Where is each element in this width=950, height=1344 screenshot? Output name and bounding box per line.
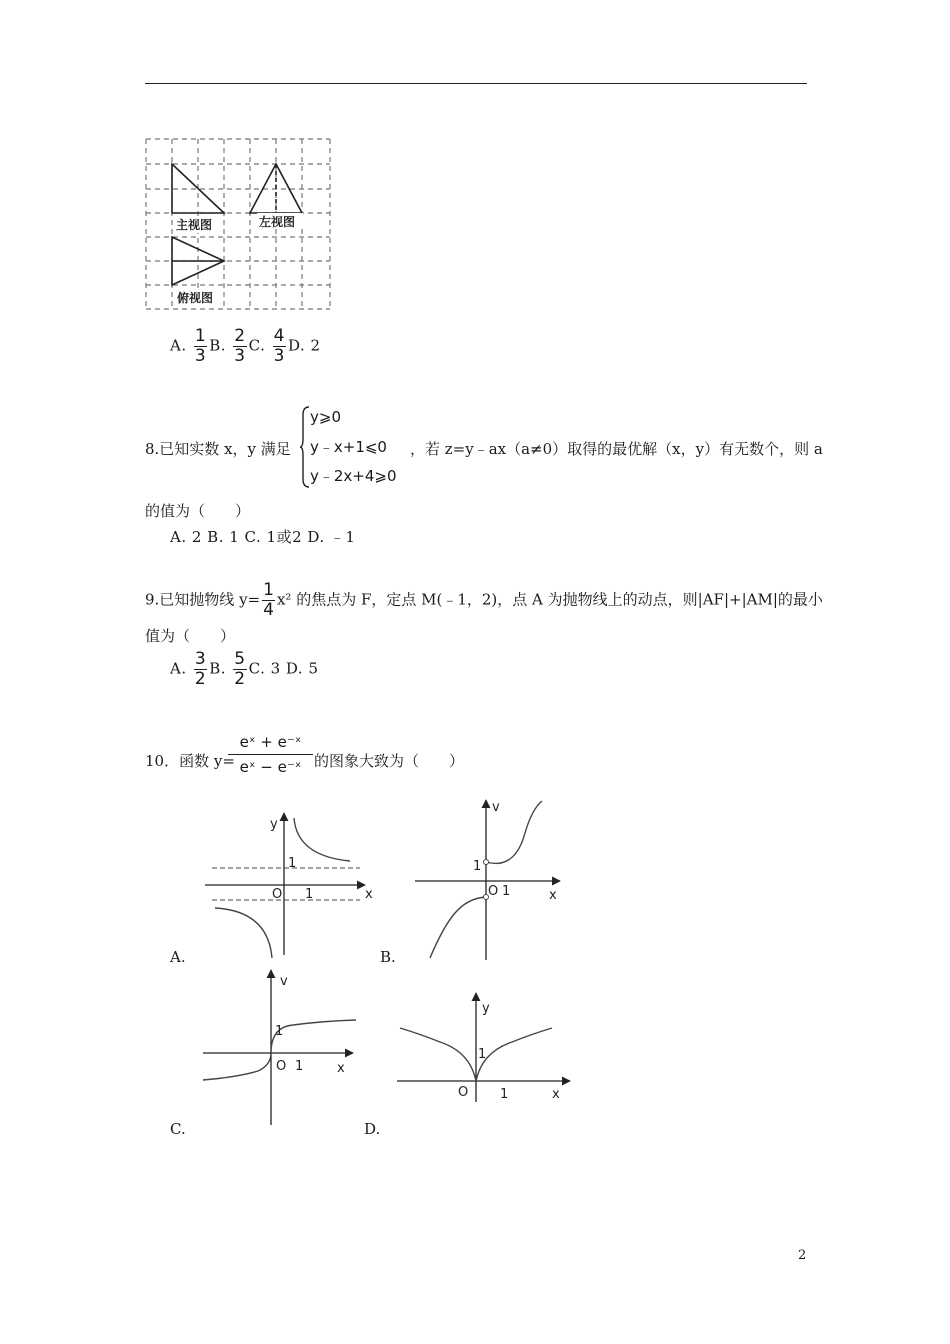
q9-options-rest: C. 3 D. 5 (248, 659, 319, 678)
q7-options (170, 328, 321, 365)
graph-a-y-label: y (270, 817, 278, 832)
graph-b-label: B. (380, 948, 396, 966)
graph-d-y-label: y (482, 1001, 490, 1016)
q10-denominator: eˣ − e⁻ˣ (239, 758, 302, 776)
graph-a-origin: O (272, 887, 283, 902)
q8-constraint-system (300, 405, 420, 489)
graph-a-label: A. (170, 948, 186, 966)
graph-d-right-branch (476, 1028, 552, 1081)
q8-constraint-2: y﹣x+1⩽0 (310, 438, 387, 456)
graph-b-origin: O (488, 884, 499, 899)
graph-c (198, 965, 368, 1130)
q8-options: A. 2 B. 1 C. 1或2 D. ﹣1 (170, 528, 356, 546)
q8-prefix: 8.已知实数 x，y 满足 (145, 440, 291, 458)
graph-a-lower-branch (215, 908, 272, 958)
q7-option-d: D. 2 (287, 336, 321, 355)
graph-c-right-branch (271, 1020, 356, 1053)
q9-suffix: x² 的焦点为 F，定点 M(﹣1，2)，点 A 为抛物线上的动点，则|AF|+|AM|的最小 (276, 590, 823, 609)
q9-line2: 值为（ ） (145, 627, 236, 645)
graph-d-x-label: x (552, 1087, 560, 1102)
graph-b-y-tick: 1 (473, 859, 482, 874)
graph-a-y-tick: 1 (288, 856, 297, 871)
q7-option-b-fraction: $\frac{2}{3}$ (234, 326, 246, 366)
q8-suffix: ，若 z=y﹣ax（a≠0）取得的最优解（x，y）有无数个，则 a (410, 440, 823, 458)
graph-c-x-tick: 1 (295, 1059, 304, 1074)
graph-d-y-tick: 1 (478, 1047, 487, 1062)
header-rule (145, 83, 807, 84)
graph-d-origin: O (458, 1085, 469, 1100)
graph-a-upper-branch (294, 818, 350, 861)
front-view-label: 主视图 (176, 218, 213, 232)
q10-numerator: eˣ + e⁻ˣ (228, 733, 313, 755)
graph-c-left-branch (203, 1053, 271, 1080)
graph-a-x-label: x (365, 887, 373, 902)
left-view-label: 左视图 (259, 215, 296, 229)
q8-constraint-1: y⩾0 (310, 408, 341, 426)
graph-d-left-branch (400, 1028, 476, 1081)
left-brace-icon (300, 405, 310, 489)
graph-d-x-tick: 1 (500, 1087, 509, 1102)
q9-options (170, 651, 319, 688)
q10-suffix: 的图象大致为（ ） (314, 752, 465, 770)
graph-b-lower-branch (430, 897, 486, 958)
q7-option-c-fraction: $\frac{4}{3}$ (273, 326, 285, 366)
q9-stem (145, 582, 823, 619)
graph-d-label: D. (364, 1120, 381, 1138)
graph-a (200, 810, 380, 960)
q8-constraint-3: y﹣2x+4⩾0 (310, 467, 397, 485)
page-number: 2 (798, 1248, 807, 1263)
q9-option-b-label: B. (209, 659, 227, 678)
graph-b-y-label: v (492, 800, 500, 815)
top-view-label: 俯视图 (177, 291, 214, 305)
graph-a-x-tick: 1 (305, 887, 314, 902)
graph-c-x-label: x (337, 1061, 345, 1076)
q9-option-a-fraction: $\frac{3}{2}$ (194, 649, 207, 689)
q8-line2: 的值为（ ） (145, 502, 251, 520)
q7-option-a-label: A. (170, 336, 187, 355)
q10-prefix: 10．函数 y= (145, 752, 235, 770)
q9-fraction: $\frac{1}{4}$ (263, 580, 274, 620)
three-view-figure (140, 133, 340, 318)
q7-option-b-label: B. (209, 336, 227, 355)
graph-c-y-tick: 1 (275, 1024, 284, 1039)
graph-c-origin: O (276, 1059, 287, 1074)
q9-option-b-fraction: $\frac{5}{2}$ (234, 649, 246, 689)
graph-b-x-label: x (549, 888, 557, 903)
q9-option-a-label: A. (170, 659, 187, 678)
graph-c-y-label: v (280, 974, 288, 989)
graph-c-label: C. (170, 1120, 186, 1138)
q10-function-fraction (228, 733, 313, 776)
graph-b-x-tick: 1 (502, 884, 511, 899)
graph-d (392, 990, 577, 1105)
q9-prefix: 9.已知抛物线 y= (145, 590, 261, 609)
q7-option-a-fraction: $\frac{1}{3}$ (194, 326, 207, 366)
graph-b (410, 795, 570, 965)
q7-option-c-label: C. (248, 336, 266, 355)
